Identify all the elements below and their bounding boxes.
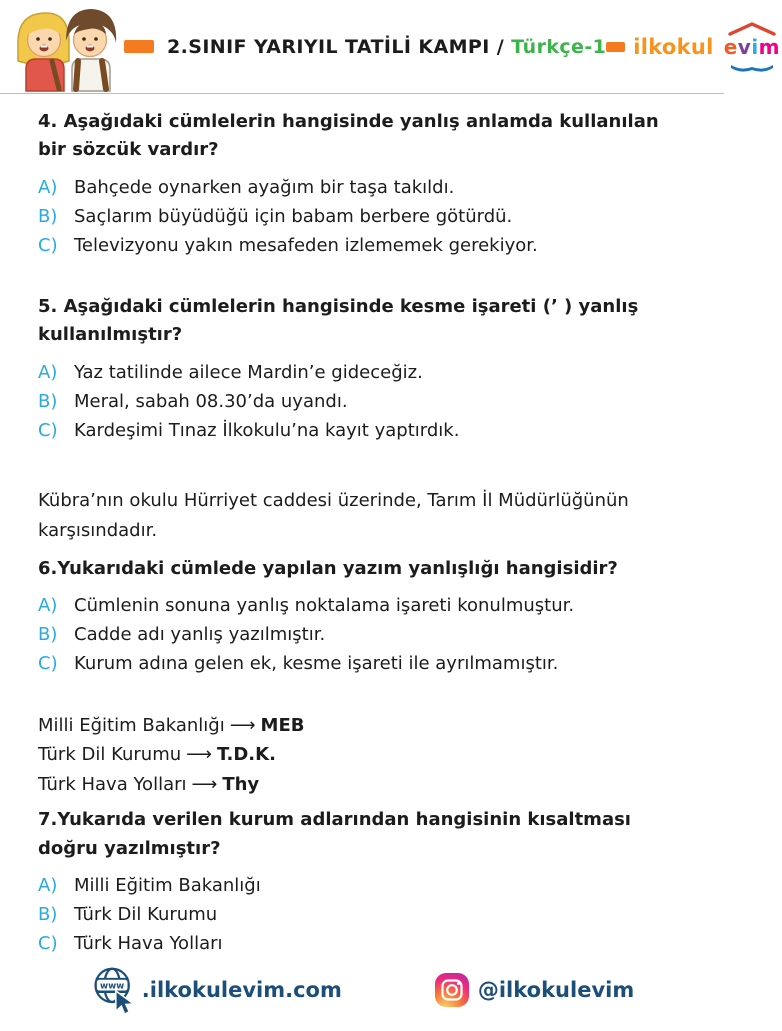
cursor-arrow-icon — [116, 991, 134, 1014]
instagram-icon — [434, 972, 470, 1008]
question-4-options — [38, 174, 690, 259]
abbreviation-text: T.D.K. — [216, 744, 276, 766]
abbreviation-list — [38, 711, 690, 800]
question-7-stem: 7.Yukarıda verilen kurum adlarından hangisinin kısaltması doğru yazılmıştır? — [38, 809, 631, 859]
option-letter: A) — [38, 176, 58, 198]
abbreviation-text: MEB — [260, 714, 305, 736]
option-row — [38, 930, 690, 957]
option-row — [38, 650, 690, 677]
abbreviation-row — [38, 740, 690, 770]
question-7-options — [38, 872, 690, 957]
option-letter: C) — [38, 419, 58, 441]
abbreviation-row — [38, 770, 690, 800]
instagram-handle: @ilkokulevim — [477, 978, 635, 1003]
question-4 — [38, 108, 690, 259]
option-text: Saçlarım büyüdüğü için babam berbere götürdü. — [74, 205, 513, 227]
institution-name: Milli Eğitim Bakanlığı — [38, 714, 225, 736]
house-roof-icon — [727, 22, 777, 36]
question-5-options — [38, 359, 690, 444]
institution-name: Türk Hava Yolları — [38, 773, 187, 795]
option-text: Cümlenin sonuna yanlış noktalama işareti konulmuştur. — [74, 594, 575, 616]
right-arrow-icon: ⟶ — [229, 714, 256, 736]
title-main: 2.SINIF YARIYIL TATİLİ KAMPI / — [167, 35, 505, 58]
page-title — [167, 36, 606, 58]
option-row — [38, 592, 690, 619]
title-dash-icon — [124, 40, 154, 53]
option-letter: B) — [38, 390, 58, 412]
globe-www-icon — [90, 963, 138, 1017]
option-text: Kardeşimi Tınaz İlkokulu’na kayıt yaptırdık. — [74, 419, 460, 441]
kids-illustration — [6, 3, 124, 91]
option-text: Türk Hava Yolları — [74, 933, 223, 955]
option-row — [38, 901, 690, 928]
option-letter: B) — [38, 623, 58, 645]
title-subject: Türkçe-1 — [511, 35, 607, 58]
logo-dash-icon — [606, 42, 625, 52]
option-text: Türk Dil Kurumu — [74, 904, 218, 926]
option-row — [38, 388, 690, 415]
logo-evim-text: evim — [723, 35, 781, 59]
option-letter: B) — [38, 205, 58, 227]
option-row — [38, 232, 690, 259]
option-row — [38, 203, 690, 230]
website-link — [90, 963, 342, 1017]
option-letter: A) — [38, 361, 58, 383]
option-text: Televizyonu yakın mesafeden izlememek gerekiyor. — [74, 234, 538, 256]
option-text: Bahçede oynarken ayağım bir taşa takıldı. — [74, 176, 455, 198]
abbreviation-row — [38, 711, 690, 741]
question-6-stem: 6.Yukarıdaki cümlede yapılan yazım yanlışlığı hangisidir? — [38, 557, 618, 579]
question-5 — [38, 293, 690, 444]
website-text: .ilkokulevim.com — [141, 978, 342, 1003]
right-arrow-icon: ⟶ — [186, 744, 212, 766]
option-letter: A) — [38, 875, 58, 897]
www-label: www — [99, 981, 125, 992]
option-row — [38, 174, 690, 201]
option-row — [38, 872, 690, 899]
option-letter: B) — [38, 904, 58, 926]
question-4-stem: 4. Aşağıdaki cümlelerin hangisinde yanlış anlamda kullanılan bir sözcük vardır? — [38, 111, 659, 161]
header — [0, 0, 781, 94]
institution-name: Türk Dil Kurumu — [38, 744, 182, 766]
page-title-group — [124, 36, 606, 58]
logo-ilkokul-text: ilkokul — [633, 34, 714, 59]
question-6 — [38, 486, 690, 677]
option-row — [38, 621, 690, 648]
question-5-stem: 5. Aşağıdaki cümlelerin hangisinde kesme işareti (’ ) yanlış kullanılmıştır? — [38, 295, 639, 346]
footer — [0, 959, 724, 1031]
open-book-icon — [729, 62, 775, 74]
option-text: Cadde adı yanlış yazılmıştır. — [74, 623, 326, 645]
abbreviation-text: Thy — [222, 773, 260, 795]
option-row — [38, 359, 690, 386]
logo-evim-group — [722, 25, 782, 68]
option-row — [38, 417, 690, 444]
question-7 — [38, 711, 690, 957]
option-letter: C) — [38, 652, 58, 674]
instagram-link — [434, 972, 634, 1008]
option-text: Yaz tatilinde ailece Mardin’e gideceğiz. — [74, 361, 423, 383]
worksheet-body — [0, 94, 724, 959]
question-6-options — [38, 592, 690, 677]
ilkokulevim-logo — [606, 25, 782, 68]
option-letter: C) — [38, 933, 58, 955]
option-letter: C) — [38, 234, 58, 256]
right-arrow-icon: ⟶ — [191, 773, 218, 795]
question-6-passage: Kübra’nın okulu Hürriyet caddesi üzerinde, Tarım İl Müdürlüğünün karşısındadır. — [38, 489, 629, 541]
option-text: Kurum adına gelen ek, kesme işareti ile ayrılmamıştır. — [74, 652, 559, 674]
option-letter: A) — [38, 594, 58, 616]
option-text: Milli Eğitim Bakanlığı — [74, 875, 261, 897]
option-text: Meral, sabah 08.30’da uyandı. — [74, 390, 348, 412]
